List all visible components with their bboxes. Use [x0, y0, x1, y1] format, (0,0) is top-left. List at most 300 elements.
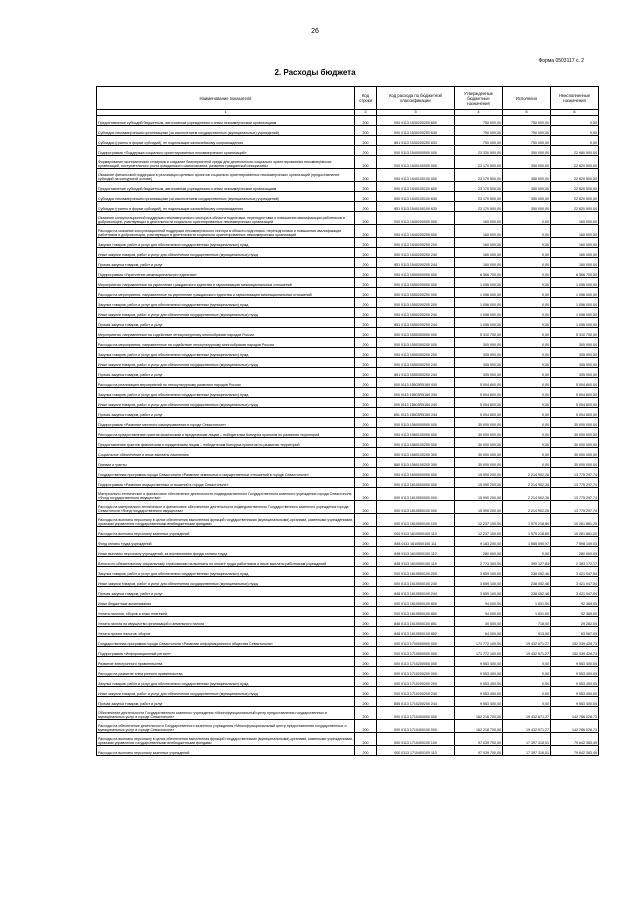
form-number: Форма 0503117 с. 2 — [538, 58, 584, 64]
cell-executed: 750 000,00 — [503, 136, 551, 146]
cell-indicator-name: Государственная программа города Севастополя «Развитие информационного общества Севастополя» — [97, 637, 355, 647]
table-row — [97, 418, 599, 428]
cell-unexecuted: 160 000,00 — [551, 212, 599, 225]
table-row — [97, 607, 599, 617]
cell-approved: 12 237 100,00 — [455, 527, 503, 537]
cell-classification-code: 000 0113 1710400000 000 — [377, 707, 455, 720]
cell-unexecuted: 92 369,00 — [551, 597, 599, 607]
cell-line-code: 200 — [355, 192, 377, 202]
cell-unexecuted: 305 900,00 — [551, 358, 599, 368]
cell-classification-code: 860 0113 1560100200 350 — [377, 458, 455, 468]
cell-unexecuted: 22 980 500,00 — [551, 146, 599, 156]
cell-indicator-name: Закупка товаров, работ и услуг для обеспечения государственных (муниципальных) нужд — [97, 348, 355, 358]
cell-executed: 0,00 — [503, 677, 551, 687]
cell-executed: 0,00 — [503, 697, 551, 707]
cell-indicator-name: Прочая закупка товаров, работ и услуг — [97, 258, 355, 268]
table-row — [97, 667, 599, 677]
cell-executed: 17 397 316,51 — [503, 746, 551, 756]
table-row — [97, 136, 599, 146]
cell-approved: 5 004 800,00 — [455, 398, 503, 408]
cell-executed: 718,00 — [503, 617, 551, 627]
table-row — [97, 146, 599, 156]
cell-classification-code: 848 0113 1610500100 852 — [377, 627, 455, 637]
cell-indicator-name: Развитие электронного правительства — [97, 657, 355, 667]
cell-indicator-name: Уплата налогов, сборов и иных платежей — [97, 607, 355, 617]
cell-approved: 160 000,00 — [455, 238, 503, 248]
cell-classification-code: 000 0113 1710400100 000 — [377, 720, 455, 733]
cell-approved: 5 004 800,00 — [455, 388, 503, 398]
cell-approved: 15 990 200,00 — [455, 478, 503, 488]
page-number: 26 — [311, 28, 319, 35]
cell-indicator-name: Подпрограмма «Укрепление межнационального единства» — [97, 268, 355, 278]
cell-line-code: 200 — [355, 557, 377, 567]
cell-approved: 162 218 700,00 — [455, 720, 503, 733]
cell-executed: 1 975 218,80 — [503, 514, 551, 527]
table-row — [97, 248, 599, 258]
table-row — [97, 547, 599, 557]
cell-unexecuted: 6 366 700,00 — [551, 268, 599, 278]
table-row — [97, 707, 599, 720]
table-row — [97, 438, 599, 448]
table-row — [97, 398, 599, 408]
cell-line-code: 200 — [355, 720, 377, 733]
cell-approved: 750 000,00 — [455, 116, 503, 126]
cell-unexecuted: 5 004 800,00 — [551, 408, 599, 418]
table-row — [97, 557, 599, 567]
cell-unexecuted: 1 056 000,00 — [551, 288, 599, 298]
cell-executed: 17 397 316,51 — [503, 733, 551, 746]
table-row — [97, 328, 599, 338]
cell-classification-code: 000 0113 1610500100 800 — [377, 597, 455, 607]
cell-unexecuted: 0,00 — [551, 136, 599, 146]
cell-unexecuted: 160 000,00 — [551, 258, 599, 268]
cell-executed: 0,00 — [503, 388, 551, 398]
table-row — [97, 537, 599, 547]
table-row — [97, 318, 599, 328]
cell-indicator-name: Иные закупки товаров, работ и услуг для обеспечения государственных (муниципальных) нужд — [97, 358, 355, 368]
cell-line-code: 200 — [355, 746, 377, 756]
cell-indicator-name: Прочая закупка товаров, работ и услуг — [97, 408, 355, 418]
cell-classification-code: 000 0113 1710200200 240 — [377, 687, 455, 697]
cell-line-code: 200 — [355, 418, 377, 428]
cell-classification-code: 848 0113 1610500100 111 — [377, 537, 455, 547]
cell-classification-code: 000 0113 1540000000 000 — [377, 146, 455, 156]
cell-executed: 0,00 — [503, 308, 551, 318]
cell-executed: 0,00 — [503, 368, 551, 378]
cell-line-code: 200 — [355, 248, 377, 258]
cell-classification-code: 851 0113 1540100100 633 — [377, 202, 455, 212]
cell-line-code: 200 — [355, 278, 377, 288]
cell-indicator-name: Подпрограмма «Информационный регион» — [97, 647, 355, 657]
header-unexecuted: Неисполненные назначения — [551, 87, 599, 110]
table-row — [97, 637, 599, 647]
cell-approved: 5 310 700,00 — [455, 328, 503, 338]
cell-approved: 305 900,00 — [455, 348, 503, 358]
cell-indicator-name: Предоставление грантов физическим и юридическим лицам – победителям Конкурса проектов по развитию территорий — [97, 438, 355, 448]
cell-approved: 97 039 700,00 — [455, 733, 503, 746]
cell-line-code: 200 — [355, 637, 377, 647]
cell-approved: 23 170 500,00 — [455, 192, 503, 202]
table-row — [97, 697, 599, 707]
cell-indicator-name: Прочая закупка товаров, работ и услуг — [97, 318, 355, 328]
cell-indicator-name: Расходы на предоставление грантов физическим и юридическим лицам – победителям Конкурса проектов по развитию территорий — [97, 428, 355, 438]
table-row — [97, 338, 599, 348]
cell-approved: 305 900,00 — [455, 358, 503, 368]
cell-classification-code: 855 0113 1710200200 244 — [377, 697, 455, 707]
cell-executed: 0,00 — [503, 338, 551, 348]
cell-approved: 23 330 500,00 — [455, 146, 503, 156]
cell-unexecuted: 160 000,00 — [551, 225, 599, 238]
cell-approved: 162 218 700,00 — [455, 707, 503, 720]
cell-indicator-name: Расходы на развитие электронного правительства — [97, 667, 355, 677]
cell-unexecuted: 280 600,00 — [551, 547, 599, 557]
cell-approved: 23 170 500,00 — [455, 202, 503, 212]
cell-executed: 0,00 — [503, 438, 551, 448]
cell-executed: 0,00 — [503, 687, 551, 697]
cell-indicator-name: Закупка товаров, работ и услуг для обеспечения государственных (муниципальных) нужд — [97, 677, 355, 687]
cell-approved: 9 553 400,00 — [455, 697, 503, 707]
cell-indicator-name: Расходы на обеспечение деятельности Государственного казенного учреждения «Многофункциональный центр предоставления государственных и муниципальных услуг в городе Севастополе» — [97, 720, 355, 733]
cell-classification-code: 000 0113 1610500100 110 — [377, 527, 455, 537]
cell-executed: 19 432 671,27 — [503, 637, 551, 647]
cell-indicator-name: Расходы на выплаты персоналу в целях обеспечения выполнения функций государственными (муниципальными) органами, казенными учреждениями, органами управления государственными внебюджетными фондами — [97, 733, 355, 746]
cell-executed: 1 585 090,97 — [503, 537, 551, 547]
cell-approved: 750 000,00 — [455, 126, 503, 136]
cell-indicator-name: Предоставление субсидий бюджетным, автономным учреждениям и иным некоммерческим организациям — [97, 116, 355, 126]
cell-executed: 1 631,00 — [503, 607, 551, 617]
cell-indicator-name: Прочая закупка товаров, работ и услуг — [97, 587, 355, 597]
table-row — [97, 268, 599, 278]
table-row — [97, 358, 599, 368]
table-row — [97, 278, 599, 288]
header-approved: Утвержденные бюджетные назначения — [455, 87, 503, 110]
cell-approved: 1 056 000,00 — [455, 308, 503, 318]
cell-approved: 160 000,00 — [455, 212, 503, 225]
cell-classification-code: 000 0113 1610500100 200 — [377, 567, 455, 577]
cell-executed: 0,00 — [503, 428, 551, 438]
cell-approved: 9 553 400,00 — [455, 677, 503, 687]
cell-executed: 19 432 671,27 — [503, 707, 551, 720]
column-number: 6 — [551, 110, 599, 116]
cell-unexecuted: 1 056 000,00 — [551, 318, 599, 328]
cell-indicator-name: Субсидии некоммерческим организациям (за исключением государственных (муниципальных) учреждений) — [97, 126, 355, 136]
cell-unexecuted: 79 642 383,49 — [551, 733, 599, 746]
cell-classification-code: 851 0113 1540200200 244 — [377, 258, 455, 268]
cell-classification-code: 000 0113 1550300200 240 — [377, 358, 455, 368]
cell-indicator-name: Расходы на реализацию мероприятий по этнокультурному развитию народов России — [97, 378, 355, 388]
cell-classification-code: 000 0113 1540200000 000 — [377, 212, 455, 225]
cell-classification-code: 000 0113 1530200200 600 — [377, 116, 455, 126]
cell-approved: 6 366 700,00 — [455, 268, 503, 278]
cell-executed: 19 432 671,27 — [503, 720, 551, 733]
cell-line-code: 200 — [355, 408, 377, 418]
cell-unexecuted: 22 820 500,00 — [551, 156, 599, 169]
cell-approved: 30 000 000,00 — [455, 448, 503, 458]
cell-unexecuted: 22 820 500,00 — [551, 182, 599, 192]
cell-unexecuted: 22 820 500,00 — [551, 169, 599, 182]
cell-classification-code: 000 0113 1610500100 240 — [377, 577, 455, 587]
cell-classification-code: 000 0113 1710200200 000 — [377, 667, 455, 677]
cell-indicator-name: Иные закупки товаров, работ и услуг для обеспечения государственных (муниципальных) нужд — [97, 398, 355, 408]
cell-line-code: 200 — [355, 298, 377, 308]
cell-executed: 2 214 902,26 — [503, 478, 551, 488]
table-row — [97, 587, 599, 597]
cell-approved: 30 000 000,00 — [455, 418, 503, 428]
cell-classification-code: 000 0113 1710200000 000 — [377, 657, 455, 667]
cell-executed: 350 000,00 — [503, 169, 551, 182]
cell-executed: 0,00 — [503, 318, 551, 328]
cell-indicator-name: Мероприятия, направленные на содействие этнокультурному многообразию народов России — [97, 328, 355, 338]
header-line-code: Код строки — [355, 87, 377, 110]
cell-approved: 9 553 400,00 — [455, 687, 503, 697]
table-row — [97, 202, 599, 212]
cell-indicator-name: Материально-техническое и финансовое обеспечение деятельности подведомственного Государственного казенного учреждения города Севастополя «Фонд государственного имущества» — [97, 488, 355, 501]
cell-line-code: 200 — [355, 488, 377, 501]
table-row — [97, 597, 599, 607]
cell-executed: 0,00 — [503, 268, 551, 278]
cell-executed: 390 127,83 — [503, 557, 551, 567]
cell-unexecuted: 0,00 — [551, 126, 599, 136]
cell-unexecuted: 30 000 000,00 — [551, 418, 599, 428]
table-row — [97, 448, 599, 458]
cell-classification-code: 000 0113 1540100000 000 — [377, 156, 455, 169]
cell-executed: 0,00 — [503, 278, 551, 288]
cell-unexecuted: 305 900,00 — [551, 368, 599, 378]
cell-line-code: 200 — [355, 478, 377, 488]
cell-classification-code: 000 0113 1540100100 000 — [377, 169, 455, 182]
cell-indicator-name: Обеспечение деятельности Государственного казенного учреждения «Многофункциональный центр предоставления государственных и муниципальных услуг в городе Севастополе» — [97, 707, 355, 720]
cell-classification-code: 851 0113 1530200200 633 — [377, 136, 455, 146]
table-row — [97, 308, 599, 318]
table-row — [97, 212, 599, 225]
cell-indicator-name: Расходы на материально-техническое и финансовое обеспечение деятельности подведомственного Государственного казенного учреждения города Севастополя «Фонд государственного имущества» — [97, 501, 355, 514]
cell-approved: 1 056 000,00 — [455, 318, 503, 328]
cell-line-code: 200 — [355, 707, 377, 720]
cell-unexecuted: 152 339 428,73 — [551, 647, 599, 657]
cell-classification-code: 848 0113 1610500100 851 — [377, 617, 455, 627]
cell-approved: 160 000,00 — [455, 248, 503, 258]
cell-classification-code: 000 0113 1560100000 000 — [377, 428, 455, 438]
cell-indicator-name: Премии и гранты — [97, 458, 355, 468]
cell-indicator-name: Иные закупки товаров, работ и услуг для обеспечения государственных (муниципальных) нужд — [97, 687, 355, 697]
cell-unexecuted: 1 056 000,00 — [551, 298, 599, 308]
cell-line-code: 200 — [355, 318, 377, 328]
cell-unexecuted: 0,00 — [551, 116, 599, 126]
cell-line-code: 200 — [355, 627, 377, 637]
cell-executed: 350 000,00 — [503, 192, 551, 202]
cell-unexecuted: 2 383 172,17 — [551, 557, 599, 567]
cell-approved: 2 773 300,00 — [455, 557, 503, 567]
cell-classification-code: 851 0113 15503R5160 244 — [377, 408, 455, 418]
cell-unexecuted: 9 553 400,00 — [551, 677, 599, 687]
cell-line-code: 200 — [355, 156, 377, 169]
cell-unexecuted: 9 553 400,00 — [551, 697, 599, 707]
table-row — [97, 577, 599, 587]
cell-classification-code: 000 0113 1550300200 000 — [377, 338, 455, 348]
cell-classification-code: 848 0113 1610500100 112 — [377, 547, 455, 557]
table-row — [97, 238, 599, 248]
cell-indicator-name: Оказание финансовой поддержки в реализации целевых проектов социально ориентированных некоммерческих организаций (предоставление субсидий на конкурсной основе) — [97, 169, 355, 182]
cell-classification-code: 000 0113 1560100200 000 — [377, 438, 455, 448]
cell-approved: 23 170 500,00 — [455, 182, 503, 192]
cell-executed: 238 052,46 — [503, 587, 551, 597]
table-row — [97, 527, 599, 537]
cell-unexecuted: 5 004 800,00 — [551, 378, 599, 388]
cell-line-code: 200 — [355, 617, 377, 627]
cell-line-code: 200 — [355, 587, 377, 597]
cell-classification-code: 000 0113 1600000000 000 — [377, 468, 455, 478]
cell-unexecuted: 1 056 000,00 — [551, 308, 599, 318]
cell-line-code: 200 — [355, 733, 377, 746]
cell-unexecuted: 30 000 000,00 — [551, 458, 599, 468]
cell-executed: 0,00 — [503, 378, 551, 388]
cell-executed: 19 432 671,27 — [503, 647, 551, 657]
cell-classification-code: 000 0113 1710200200 200 — [377, 677, 455, 687]
table-row — [97, 182, 599, 192]
cell-indicator-name: Оказание консультационной поддержки некоммерческого сектора в области подготовки, переподготовки и повышения квалификации работников и добровольцев, участвующих в деятельности социально ориентированных некоммерческих организаций — [97, 212, 355, 225]
cell-indicator-name: Иные закупки товаров, работ и услуг для обеспечения государственных (муниципальных) нужд — [97, 308, 355, 318]
cell-unexecuted: 10 261 881,20 — [551, 527, 599, 537]
section-title: 2. Расходы бюджета — [274, 68, 356, 77]
cell-line-code: 200 — [355, 577, 377, 587]
cell-approved: 1 056 000,00 — [455, 298, 503, 308]
cell-unexecuted: 30 000 000,00 — [551, 438, 599, 448]
cell-approved: 64 000,00 — [455, 627, 503, 637]
cell-indicator-name: Субсидии (гранты в форме субсидий), не подлежащие казначейскому сопровождению — [97, 202, 355, 212]
table-row — [97, 428, 599, 438]
cell-approved: 5 004 800,00 — [455, 408, 503, 418]
cell-indicator-name: Расходы на мероприятия, направленные на укрепление гражданского единства и гармонизацию межнациональных отношений — [97, 288, 355, 298]
cell-unexecuted: 5 310 700,00 — [551, 328, 599, 338]
cell-unexecuted: 142 786 028,73 — [551, 707, 599, 720]
cell-unexecuted: 13 775 297,74 — [551, 488, 599, 501]
cell-classification-code: 000 0113 1540100100 600 — [377, 182, 455, 192]
cell-classification-code: 000 0113 1560000000 000 — [377, 418, 455, 428]
cell-indicator-name: Подпрограмма «Развитие имущественных отношений в городе Севастополе» — [97, 478, 355, 488]
cell-indicator-name: Уплата прочих налогов, сборов — [97, 627, 355, 637]
cell-classification-code: 000 0113 15503R5160 240 — [377, 398, 455, 408]
cell-approved: 3 659 100,00 — [455, 577, 503, 587]
cell-approved: 160 000,00 — [455, 225, 503, 238]
cell-line-code: 200 — [355, 258, 377, 268]
cell-approved: 5 004 800,00 — [455, 378, 503, 388]
cell-approved: 12 237 100,00 — [455, 514, 503, 527]
cell-unexecuted: 160 000,00 — [551, 238, 599, 248]
table-row — [97, 468, 599, 478]
table-row — [97, 348, 599, 358]
cell-classification-code: 000 0113 1550200200 000 — [377, 288, 455, 298]
cell-executed: 238 052,46 — [503, 577, 551, 587]
cell-classification-code: 851 0113 1550300200 244 — [377, 368, 455, 378]
cell-classification-code: 000 0113 1610000000 000 — [377, 478, 455, 488]
cell-classification-code: 000 0113 1540200200 000 — [377, 225, 455, 238]
table-row — [97, 156, 599, 169]
cell-unexecuted: 13 775 297,74 — [551, 501, 599, 514]
cell-line-code: 200 — [355, 428, 377, 438]
cell-indicator-name: Социальное обеспечение и иные выплаты населению — [97, 448, 355, 458]
cell-executed: 0,00 — [503, 328, 551, 338]
cell-unexecuted: 1 056 000,00 — [551, 278, 599, 288]
cell-approved: 160 000,00 — [455, 258, 503, 268]
table-row — [97, 677, 599, 687]
table-row — [97, 720, 599, 733]
cell-unexecuted: 3 421 047,54 — [551, 587, 599, 597]
table-row — [97, 388, 599, 398]
cell-unexecuted: 152 339 428,73 — [551, 637, 599, 647]
cell-line-code: 200 — [355, 388, 377, 398]
cell-unexecuted: 3 421 047,54 — [551, 577, 599, 587]
cell-unexecuted: 3 421 047,54 — [551, 567, 599, 577]
cell-unexecuted: 142 786 028,73 — [551, 720, 599, 733]
cell-executed: 0,00 — [503, 418, 551, 428]
cell-classification-code: 000 0113 15503R5160 000 — [377, 378, 455, 388]
cell-line-code: 200 — [355, 338, 377, 348]
cell-classification-code: 000 0113 15503R5160 200 — [377, 388, 455, 398]
header-classification-code: Код расхода по бюджетной классификации — [377, 87, 455, 110]
column-number: 1 — [97, 110, 355, 116]
header-row — [97, 87, 599, 110]
cell-executed: 913,00 — [503, 627, 551, 637]
cell-approved: 1 056 000,00 — [455, 288, 503, 298]
cell-executed: 750 000,00 — [503, 116, 551, 126]
cell-indicator-name: Взносы по обязательному социальному страхованию на выплаты по оплате труда работников и иные выплаты работникам учреждений — [97, 557, 355, 567]
table-row — [97, 687, 599, 697]
table-row — [97, 478, 599, 488]
cell-indicator-name: Подпрограмма «Развитие местного самоуправления в городе Севастополе» — [97, 418, 355, 428]
expenses-table — [96, 86, 599, 756]
cell-executed: 1 975 218,80 — [503, 527, 551, 537]
cell-approved: 1 056 000,00 — [455, 278, 503, 288]
cell-unexecuted: 92 369,00 — [551, 607, 599, 617]
cell-executed: 0,00 — [503, 667, 551, 677]
table-row — [97, 746, 599, 756]
cell-classification-code: 848 0113 1610500100 119 — [377, 557, 455, 567]
cell-indicator-name: Государственная программа города Севастополя «Развитие земельных и имущественных отношений в городе Севастополе» — [97, 468, 355, 478]
table-row — [97, 617, 599, 627]
cell-approved: 305 900,00 — [455, 338, 503, 348]
cell-approved: 30 000,00 — [455, 617, 503, 627]
cell-line-code: 200 — [355, 288, 377, 298]
cell-indicator-name: Расходы на оказание консультационной поддержки некоммерческого сектора в области подготовки, переподготовки и повышения квалификации работников и добровольцев, участвующих в деятельности социально ориентированных некоммерческих организаций — [97, 225, 355, 238]
cell-line-code: 200 — [355, 547, 377, 557]
cell-approved: 94 000,00 — [455, 597, 503, 607]
cell-line-code: 200 — [355, 537, 377, 547]
table-row — [97, 169, 599, 182]
cell-executed: 350 000,00 — [503, 182, 551, 192]
cell-executed: 0,00 — [503, 258, 551, 268]
cell-classification-code: 000 0113 1540200200 200 — [377, 238, 455, 248]
cell-executed: 0,00 — [503, 225, 551, 238]
cell-classification-code: 000 0113 1700000000 000 — [377, 637, 455, 647]
cell-line-code: 200 — [355, 348, 377, 358]
cell-executed: 0,00 — [503, 448, 551, 458]
cell-approved: 30 000 000,00 — [455, 428, 503, 438]
cell-indicator-name: Закупка товаров, работ и услуг для обеспечения государственных (муниципальных) нужд — [97, 567, 355, 577]
cell-indicator-name: Подпрограмма «Поддержка социально ориентированных некоммерческих организаций» — [97, 146, 355, 156]
cell-executed: 0,00 — [503, 238, 551, 248]
table-row — [97, 501, 599, 514]
cell-approved: 15 990 200,00 — [455, 501, 503, 514]
cell-unexecuted: 9 553 400,00 — [551, 657, 599, 667]
cell-approved: 23 170 500,00 — [455, 156, 503, 169]
cell-classification-code: 000 0113 1610500100 100 — [377, 514, 455, 527]
cell-executed: 350 000,00 — [503, 156, 551, 169]
cell-executed: 2 214 902,26 — [503, 468, 551, 478]
cell-executed: 0,00 — [503, 458, 551, 468]
cell-line-code: 200 — [355, 126, 377, 136]
column-number: 3 — [377, 110, 455, 116]
cell-approved: 305 900,00 — [455, 368, 503, 378]
